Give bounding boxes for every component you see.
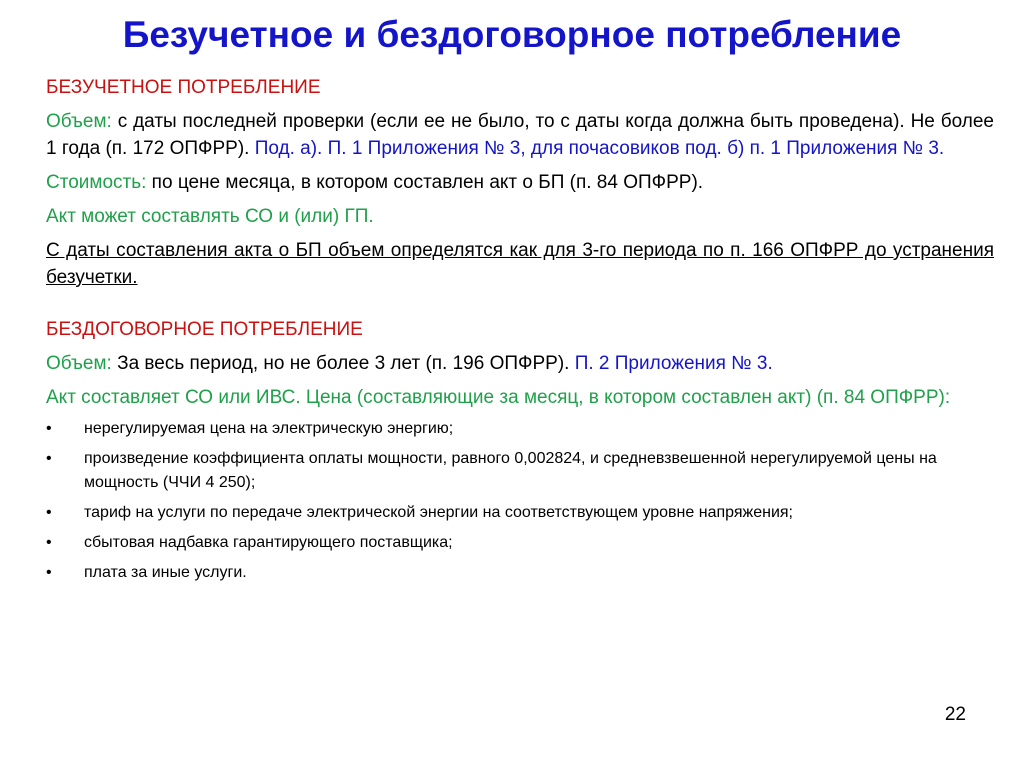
act-price-paragraph: Акт составляет СО или ИВС. Цена (составляющие за месяц, в котором составлен акт) (п. 84 ОПФРР):	[46, 387, 951, 408]
cost-label: Стоимость:	[46, 172, 147, 193]
unmetered-volume-paragraph	[46, 108, 994, 162]
slide-title: Безучетное и бездоговорное потребление	[122, 14, 902, 55]
section-heading-unmetered: БЕЗУЧЕТНОЕ ПОТРЕБЛЕНИЕ	[46, 77, 321, 98]
volume-reference: П. 2 Приложения № 3.	[569, 353, 773, 374]
section-heading-contractless: БЕЗДОГОВОРНОЕ ПОТРЕБЛЕНИЕ	[46, 319, 363, 340]
list-item-text: нерегулируемая цена на электрическую энергию;	[84, 420, 454, 437]
volume-text: За весь период, но не более 3 лет (п. 196 ОПФРР).	[111, 353, 570, 374]
contractless-volume-paragraph	[46, 350, 994, 377]
list-item-text: сбытовая надбавка гарантирующего поставщика;	[84, 534, 453, 551]
unmetered-cost-paragraph	[46, 169, 994, 196]
list-item	[46, 531, 994, 555]
act-line: Акт может составлять СО и (или) ГП.	[46, 206, 374, 227]
list-item-text: произведение коэффициента оплаты мощности, равного 0,002824, и средневзвешенной нерегулируемой цены на мощность (ЧЧИ 4 250);	[84, 450, 937, 491]
bullet-icon: •	[46, 450, 52, 467]
volume-label: Объем:	[46, 111, 112, 132]
list-item	[46, 501, 994, 525]
volume-text: с даты последней проверки (если ее не было, то с даты когда должна быть проведена). Не более 1 года (п. 172 ОПФРР).	[46, 111, 994, 159]
list-item-text: плата за иные услуги.	[84, 564, 247, 581]
bullet-icon: •	[46, 564, 52, 581]
page-number: 22	[944, 704, 966, 725]
volume-reference: Под. а). П. 1 Приложения № 3, для почасовиков под. б) п. 1 Приложения № 3.	[249, 138, 945, 159]
list-item	[46, 561, 994, 585]
volume-label: Объем:	[46, 353, 112, 374]
bullet-icon: •	[46, 504, 52, 521]
price-components-list	[46, 417, 994, 585]
cost-text: по цене месяца, в котором составлен акт о БП (п. 84 ОПФРР).	[146, 172, 704, 193]
volume-determination-paragraph: С даты составления акта о БП объем определятся как для 3-го периода по п. 166 ОПФРР до устранения безучетки.	[46, 240, 994, 288]
bullet-icon: •	[46, 534, 52, 551]
bullet-icon: •	[46, 420, 52, 437]
list-item	[46, 447, 994, 495]
list-item	[46, 417, 994, 441]
list-item-text: тариф на услуги по передаче электрической энергии на соответствующем уровне напряжения;	[84, 504, 793, 521]
slide-content	[46, 74, 994, 591]
